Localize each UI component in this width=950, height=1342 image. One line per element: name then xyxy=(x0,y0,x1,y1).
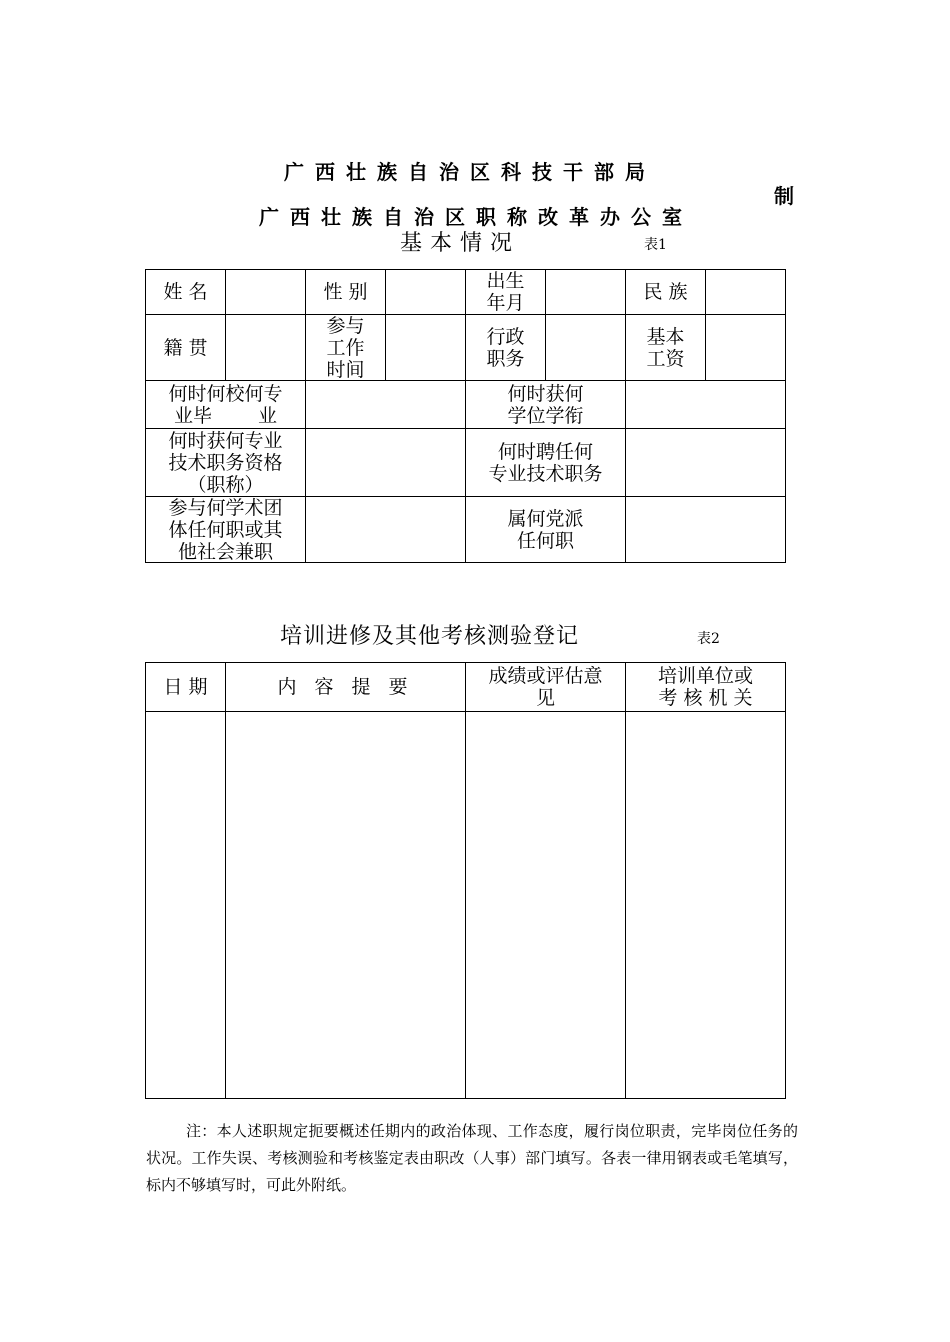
header-content: 内 容 提 要 xyxy=(225,662,466,712)
label-gender: 性 别 xyxy=(305,269,386,315)
field-party[interactable] xyxy=(625,496,786,563)
field-admin-post[interactable] xyxy=(545,314,626,381)
label-graduation: 何时何校何专 业毕 业 xyxy=(145,380,306,429)
field-birth[interactable] xyxy=(545,269,626,315)
table2-title: 培训进修及其他考核测验登记 xyxy=(280,624,580,649)
field-result[interactable] xyxy=(465,711,626,1099)
field-qualification[interactable] xyxy=(305,428,466,497)
field-date[interactable] xyxy=(145,711,226,1099)
label-ethnicity: 民 族 xyxy=(625,269,706,315)
header-result: 成绩或评估意 见 xyxy=(465,662,626,712)
label-qualification: 何时获何专业 技术职务资格 （职称） xyxy=(145,428,306,497)
field-work-start[interactable] xyxy=(385,314,466,381)
header-org-1: 广西壮族自治区科技干部局 xyxy=(284,160,656,184)
label-name: 姓 名 xyxy=(145,269,226,315)
header-made-by: 制 xyxy=(774,184,794,208)
field-unit[interactable] xyxy=(625,711,786,1099)
field-appointment[interactable] xyxy=(625,428,786,497)
label-academic-roles: 参与何学术团 体任何职或其 他社会兼职 xyxy=(145,496,306,563)
label-work-start: 参与 工作 时间 xyxy=(305,314,386,381)
field-graduation[interactable] xyxy=(305,380,466,429)
label-party: 属何党派 任何职 xyxy=(465,496,626,563)
table2-number: 表2 xyxy=(697,631,720,647)
label-appointment: 何时聘任何 专业技术职务 xyxy=(465,428,626,497)
label-native-place: 籍 贯 xyxy=(145,314,226,381)
footnote: 注：本人述职规定扼要概述任期内的政治体现、工作态度，履行岗位职责，完毕岗位任务的状况。工作失误、考核测验和考核鉴定表由职改（人事）部门填写。各表一律用钢表或毛笔填写，标内不够填写时，可此外附纸。 xyxy=(146,1122,798,1194)
label-base-salary: 基本 工资 xyxy=(625,314,706,381)
field-base-salary[interactable] xyxy=(705,314,786,381)
label-admin-post: 行政 职务 xyxy=(465,314,546,381)
field-name[interactable] xyxy=(225,269,306,315)
header-unit: 培训单位或 考 核 机 关 xyxy=(625,662,786,712)
field-content[interactable] xyxy=(225,711,466,1099)
header-date: 日 期 xyxy=(145,662,226,712)
table1-title: 基本情况 xyxy=(400,231,521,256)
field-gender[interactable] xyxy=(385,269,466,315)
field-native-place[interactable] xyxy=(225,314,306,381)
label-birth: 出生 年月 xyxy=(465,269,546,315)
field-ethnicity[interactable] xyxy=(705,269,786,315)
table1-number: 表1 xyxy=(644,237,667,253)
header-org-2: 广西壮族自治区职称改革办公室 xyxy=(259,205,693,229)
field-academic-roles[interactable] xyxy=(305,496,466,563)
label-degree: 何时获何 学位学衔 xyxy=(465,380,626,429)
field-degree[interactable] xyxy=(625,380,786,429)
